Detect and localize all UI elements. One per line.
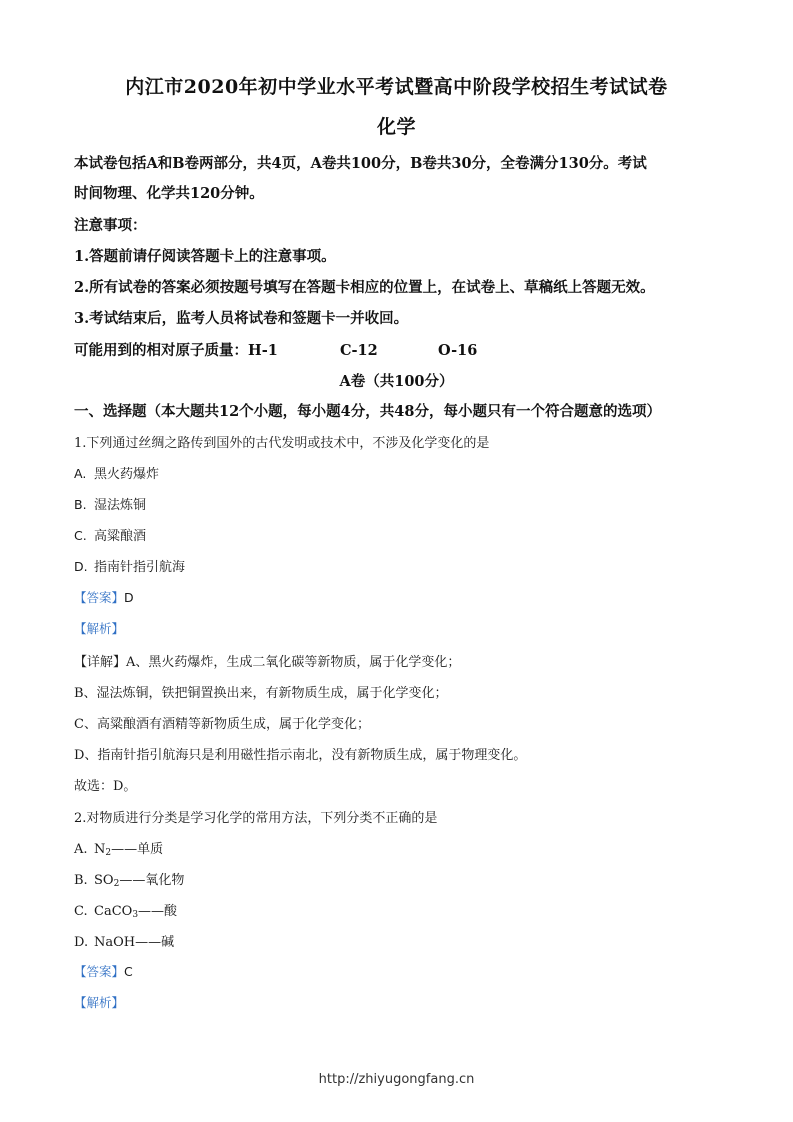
subject-title: 化学 xyxy=(376,116,416,138)
q1-option-d: D. 指南针指引航海 xyxy=(74,559,186,575)
q2-stem: 2.对物质进行分类是学习化学的常用方法，下列分类不正确的是 xyxy=(74,811,438,826)
notice-heading: 注意事项： xyxy=(74,217,147,234)
q1-option-a: A. 黑火药爆炸 xyxy=(74,466,160,482)
notice-item: 2.所有试卷的答案必须按题号填写在答题卡相应的位置上，在试卷上、草稿纸上答题无效。 xyxy=(74,279,655,296)
part-1-heading: 一、选择题（本大题共12个小题，每小题4分，共48分，每小题只有一个符合题意的选项） xyxy=(74,403,661,420)
section-a-heading: A卷（共100分） xyxy=(339,373,454,390)
q2-option-b: B. $SO_2——$氧化物 xyxy=(74,873,185,889)
notice-item: 3.考试结束后，监考人员将试卷和签题卡一并收回。 xyxy=(74,310,409,327)
q2-option-d: D. NaOH——碱 xyxy=(74,935,175,950)
intro-line-1: 本试卷包括A和B卷两部分，共4页，A卷共100分，B卷共30分，全卷满分130分。考试 xyxy=(74,155,647,172)
q1-answer: 【答案】D xyxy=(74,590,134,605)
q1-detail-line: C、高粱酿酒有酒精等新物质生成，属于化学变化； xyxy=(74,717,370,732)
q1-detail-line: 【详解】A、黑火药爆炸，生成二氧化碳等新物质，属于化学变化； xyxy=(74,655,461,670)
intro-line-2: 时间物理、化学共120分钟。 xyxy=(74,185,264,202)
q1-analysis-tag: 【解析】 xyxy=(74,621,125,636)
atomic-mass-o: O-16 xyxy=(438,342,478,359)
q1-option-b: B. 湿法炼铜 xyxy=(74,497,147,513)
q1-detail-line: D、指南针指引航海只是利用磁性指示南北，没有新物质生成，属于物理变化。 xyxy=(74,748,527,763)
atomic-mass-c: C-12 xyxy=(340,342,378,359)
atomic-mass-line xyxy=(74,339,477,360)
atomic-mass-label: 可能用到的相对原子质量： xyxy=(74,342,248,359)
q1-detail-line: B、湿法炼铜，铁把铜置换出来，有新物质生成，属于化学变化； xyxy=(74,686,448,701)
notice-item: 1.答题前请仔阅读答题卡上的注意事项。 xyxy=(74,248,336,265)
q1-conclusion: 故选：D。 xyxy=(74,779,137,794)
q2-option-c: C. CaCO$_3$——酸 xyxy=(74,904,178,920)
atomic-mass-h: H-1 xyxy=(248,342,278,359)
q2-analysis-tag: 【解析】 xyxy=(74,995,125,1010)
q2-answer: 【答案】C xyxy=(74,964,133,979)
footer-url: http://zhiyugongfang.cn xyxy=(318,1072,475,1087)
exam-title: 内江市2020年初中学业水平考试暨高中阶段学校招生考试试卷 xyxy=(125,76,668,98)
q2-option-a: A. $N_2——$单质 xyxy=(74,842,164,858)
q1-stem: 1.下列通过丝绸之路传到国外的古代发明或技术中，不涉及化学变化的是 xyxy=(74,436,490,451)
q1-option-c: C. 高粱酿酒 xyxy=(74,528,147,544)
